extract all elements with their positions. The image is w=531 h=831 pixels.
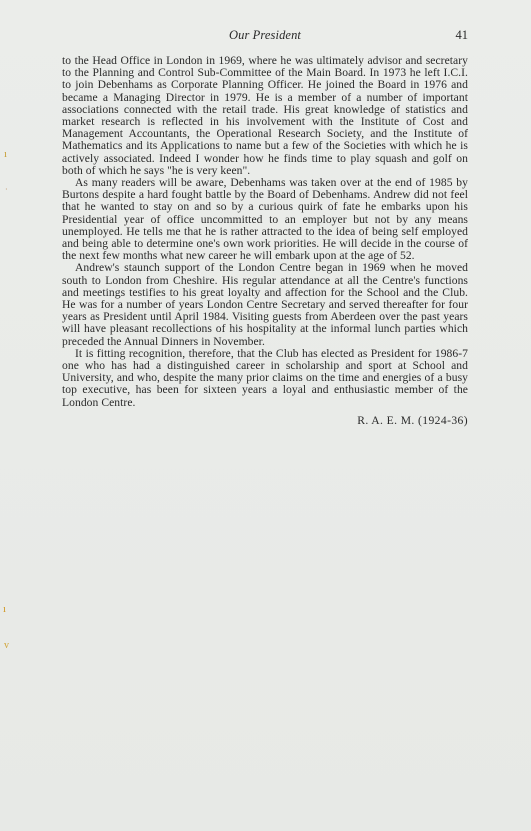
paragraph: It is fitting recognition, therefore, that the Club has elected as President for 1986-7 one who has had a distinguished career in scholarship and sport at School and University, and who, despite the many prior claims on the time and energies of a busy top executive, has been for sixteen years a loyal and enthusiastic member of the London Centre. [62, 346, 468, 409]
paragraph: As many readers will be aware, Debenhams was taken over at the end of 1985 by Burtons despite a hard fought battle by the Board of Debenhams. Andrew did not feel that he wanted to stay on and so by a curious quirk of fate he embarks upon his Presidential year of office uncommitted to an employer but not by any means unemployed. He tells me that he is rather attracted to the idea of being self employed and being able to determine one's own work priorities. He will decide in the course of the next few months what new career he will embark upon at the age of 52. [62, 176, 468, 263]
page-number: 41 [455, 28, 468, 42]
running-title: Our President [228, 28, 301, 42]
page-header [62, 28, 468, 46]
margin-mark-icon: · [5, 185, 8, 194]
margin-mark-icon: v [4, 640, 9, 651]
author-signature: R. A. E. M. (1924-36) [357, 413, 468, 427]
margin-mark-icon: ı [4, 148, 8, 160]
paragraph: to the Head Office in London in 1969, where he was ultimately advisor and secretary to the Planning and Control Sub-Committee of the Main Board. In 1973 he left I.C.I. to join Debenhams as Corporate Planning Officer. He joined the Board in 1976 and became a Managing Director in 1979. He is a member of a number of important associations connected with the retail trade. His great knowledge of statistics and market research is reflected in his involvement with the Institute of Cost and Management Accountants, the Operational Research Society, and the Institute of Mathematics and its Applications to name but a few of the Societies with which he is actively associated. Indeed I wonder how he finds time to play squash and golf on both of which he says "he is very keen". [62, 54, 468, 177]
article-body [62, 55, 468, 427]
paragraph: Andrew's staunch support of the London Centre began in 1969 when he moved south to London from Cheshire. His regular attendance at all the Centre's functions and meetings testifies to his great loyalty and affection for the School and the Club. He was for a number of years London Centre Secretary and served thereafter for four years as President until April 1984. Visiting guests from Aberdeen over the past years will have pleasant recollections of his hospitality at the informal lunch parties which preceded the Annual Dinners in November. [62, 261, 468, 348]
margin-mark-icon: ı [3, 603, 7, 615]
